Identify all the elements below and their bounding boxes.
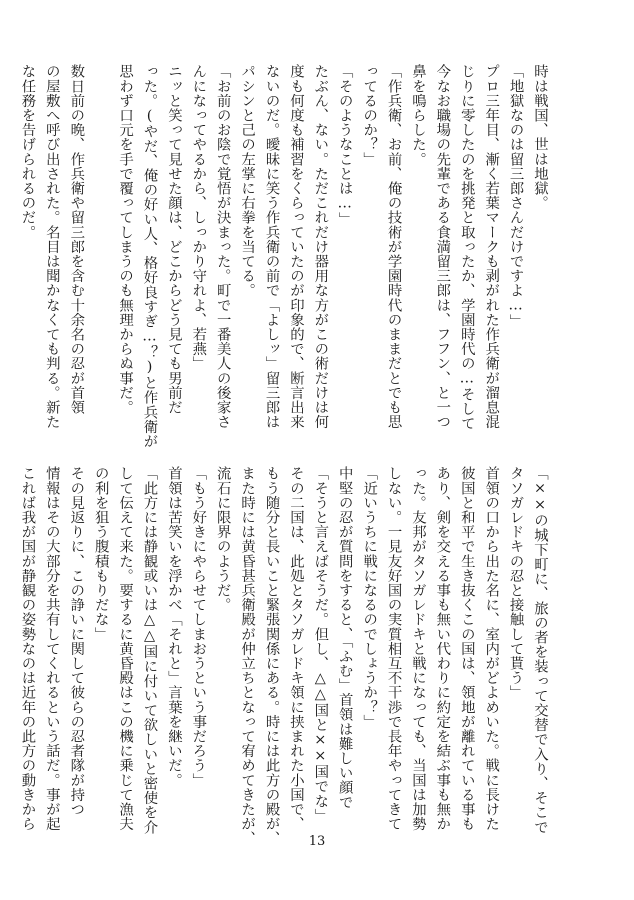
lower-text-line: その見返りに、この諍いに関して彼らの忍者隊が持つ	[68, 466, 85, 817]
lower-text-line: これば我が国が静観の姿勢なのは近年の此方の動きから	[19, 466, 36, 831]
lower-text-line: った。友邦がタソガレドキと戦になっても、当国は加勢	[409, 466, 426, 831]
lower-text-line: 「もう好きにやらせてしまおうという事だろう」	[190, 466, 207, 788]
page-number: 13	[308, 834, 326, 849]
upper-text-line: 数日前の晩、作兵衛や留三郎を含む十余名の忍が首領	[68, 64, 85, 415]
upper-text-line: 今なお職場の先輩である食満留三郎は、フフン、と一つ	[434, 64, 451, 429]
upper-text-line: 「お前のお陰で覚悟が決まった。町で一番美人の後家さ	[214, 64, 231, 429]
lower-text-line: 流石に限界のようだ。	[214, 466, 231, 612]
lower-text-line: 首領は苦笑いを浮かべ「それと」言葉を継いだ。	[165, 466, 182, 788]
lower-text-line: 「此方には静観或いは△△国に付いて欲しいと密使を介	[141, 466, 158, 835]
lower-text-line: あり、剣を交える事も無い代わりに約定を結ぶ事も無か	[434, 466, 451, 831]
upper-text-line	[88, 64, 112, 452]
upper-text-line: じりに零したのを挑発と取ったか、学園時代の…そして	[458, 64, 475, 431]
upper-text-line: 思わず口元を手で覆ってしまうのも無理からぬ事だ。	[117, 64, 134, 415]
upper-text-line: ないのだ。曖昧に笑う作兵衛の前で「よしッ」留三郎は	[263, 64, 280, 429]
upper-text-line: ってるのか？」	[361, 64, 378, 167]
lower-text-line: タソガレドキの忍と接触して貰う」	[507, 466, 524, 700]
upper-text-line: 「作兵衛、お前、俺の技術が学園時代のままだとでも思	[385, 64, 402, 429]
lower-text-block	[19, 466, 552, 854]
lower-text-line: その二国は、此処とタソガレドキ領に挟まれた小国で、	[287, 466, 304, 831]
upper-text-line: たぶん、ない。ただこれだけ器用な方がこの術だけは何	[312, 64, 329, 429]
upper-text-block	[19, 64, 552, 452]
lower-text-line: 「近いうちに戦になるのでしょうか？」	[361, 466, 378, 729]
upper-text-line: プロ三年目、漸く若葉マークも剥がれた作兵衛が溜息混	[483, 64, 500, 429]
lower-text-line: 首領の口から出た名に、室内がどよめいた。戦に長けた	[483, 466, 500, 831]
lower-text-line: 中堅の忍が質問をすると、「ふむ」首領は難しい顔で	[336, 466, 353, 810]
upper-text-line: ニッと笑って見せた顔は、どこからどう見ても男前だ	[165, 64, 182, 415]
upper-text-line: の屋敷へ呼び出された。名目は聞かなくても判る。新た	[43, 64, 60, 429]
lower-text-line: 情報はその大部分を共有してくれるという話だ。事が起	[43, 466, 60, 831]
lower-text-line: して伝えて来た。要するに黄昏殿はこの機に乗じて漁夫	[117, 466, 134, 831]
upper-text-line: 「地獄なのは留三郎さんだけですよ…」	[507, 64, 524, 329]
upper-text-line: 「そのようなことは…」	[336, 64, 353, 227]
lower-text-line: 「××の城下町に、旅の者を装って交替で入り、そこで	[532, 466, 548, 835]
upper-text-line: パシンと己の左掌に右拳を当てる。	[239, 64, 256, 298]
lower-text-line: また時には黄昏甚兵衛殿が仲立ちとなって宥めてきたが、	[239, 466, 256, 846]
lower-text-line: 彼国と和平で生き抜くこの国は、領地が離れている事も	[458, 466, 475, 831]
lower-text-line: 「そうと言えばそうだ。但し、△△国と××国でな」	[312, 466, 329, 823]
upper-text-line: 度も何度も補習をくらっていたのが印象的で、断言出来	[287, 64, 304, 429]
lower-text-line: もう随分と長いこと緊張関係にある。時には此方の殿が、	[263, 466, 280, 846]
upper-text-line: んになってやるから、しっかり守れよ、若燕」	[190, 64, 207, 371]
upper-text-line: 鼻を鳴らした。	[409, 64, 426, 167]
lower-text-line: の利を狙う腹積もりだな」	[92, 466, 109, 642]
upper-text-line: 時は戦国、世は地獄。	[532, 64, 548, 210]
upper-text-line: った。(やだ、俺の好い人、格好良すぎ…？)と作兵衛が	[141, 64, 158, 449]
lower-text-line: しない。一見友好国の実質相互不干渉で長年やってきて	[385, 466, 402, 831]
upper-text-line: な任務を告げられるのだ。	[19, 64, 36, 240]
